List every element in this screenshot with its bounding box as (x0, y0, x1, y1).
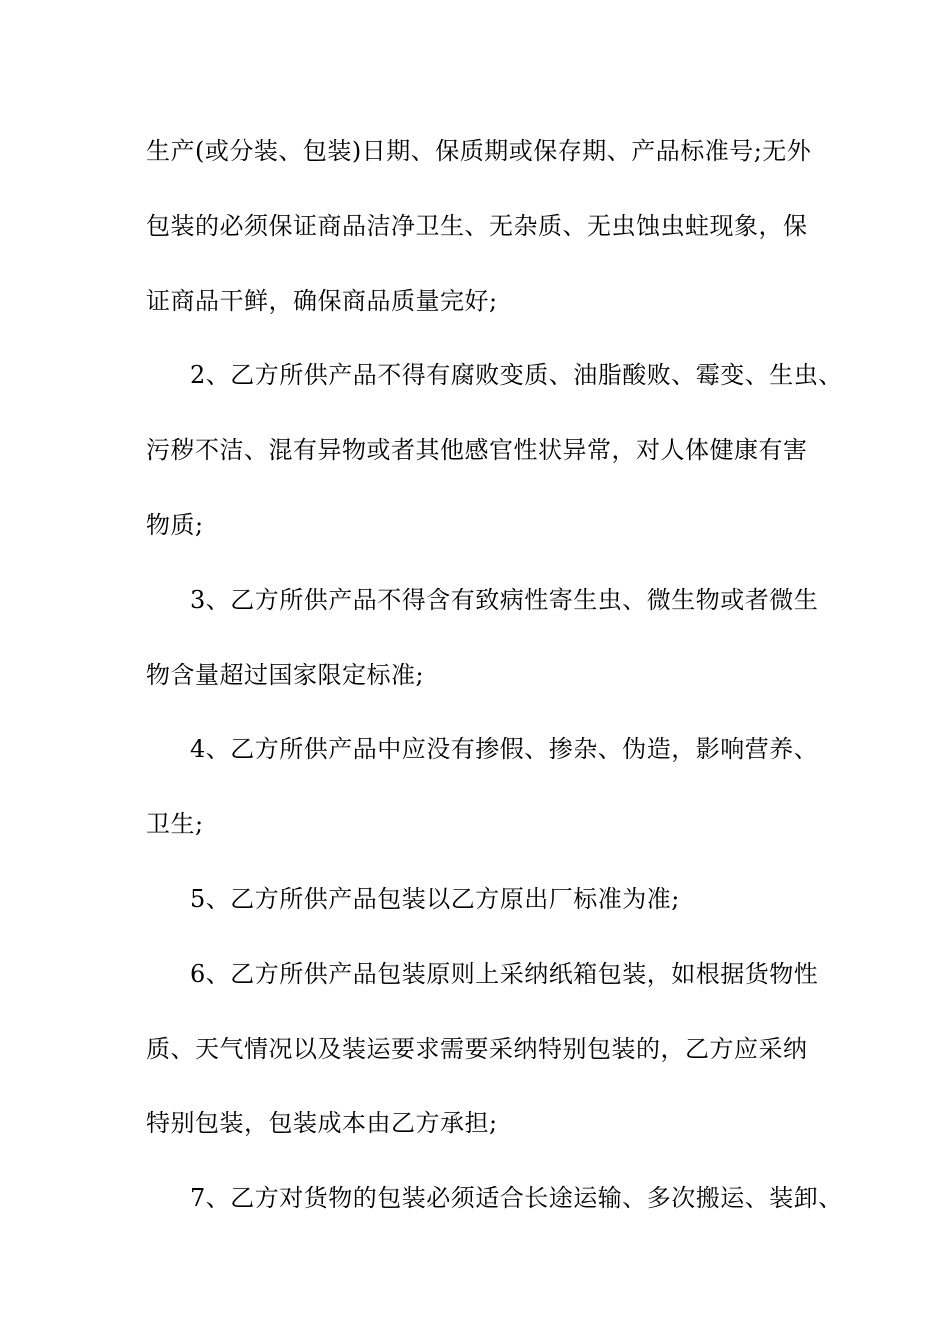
text-line: 卫生; (146, 810, 204, 838)
text-line: 物含量超过国家限定标准; (146, 661, 425, 689)
clause-3-line: 3、乙方所供产品不得含有致病性寄生虫、微生物或者微生 (190, 586, 819, 614)
text-line: 质、天气情况以及装运要求需要采纳特别包装的，乙方应采纳 (146, 1035, 808, 1063)
clause-2-line: 2、乙方所供产品不得有腐败变质、油脂酸败、霉变、生虫、 (190, 361, 843, 389)
text-line: 特别包装，包装成本由乙方承担; (146, 1109, 498, 1137)
clause-7-line: 7、乙方对货物的包装必须适合长途运输、多次搬运、装卸、 (190, 1184, 843, 1212)
clause-6-line: 6、乙方所供产品包装原则上采纳纸箱包装，如根据货物性 (190, 960, 819, 988)
text-line: 证商品干鲜，确保商品质量完好; (146, 287, 498, 315)
text-line: 包装的必须保证商品洁净卫生、无杂质、无虫蚀虫蛀现象，保 (146, 212, 808, 240)
clause-4-line: 4、乙方所供产品中应没有掺假、掺杂、伪造，影响营养、 (190, 735, 819, 763)
text-line: 生产(或分装、包装)日期、保质期或保存期、产品标准号;无外 (146, 137, 812, 165)
text-line: 物质; (146, 511, 204, 539)
text-line: 污秽不洁、混有异物或者其他感官性状异常，对人体健康有害 (146, 436, 808, 464)
clause-5-line: 5、乙方所供产品包装以乙方原出厂标准为准; (190, 885, 680, 913)
